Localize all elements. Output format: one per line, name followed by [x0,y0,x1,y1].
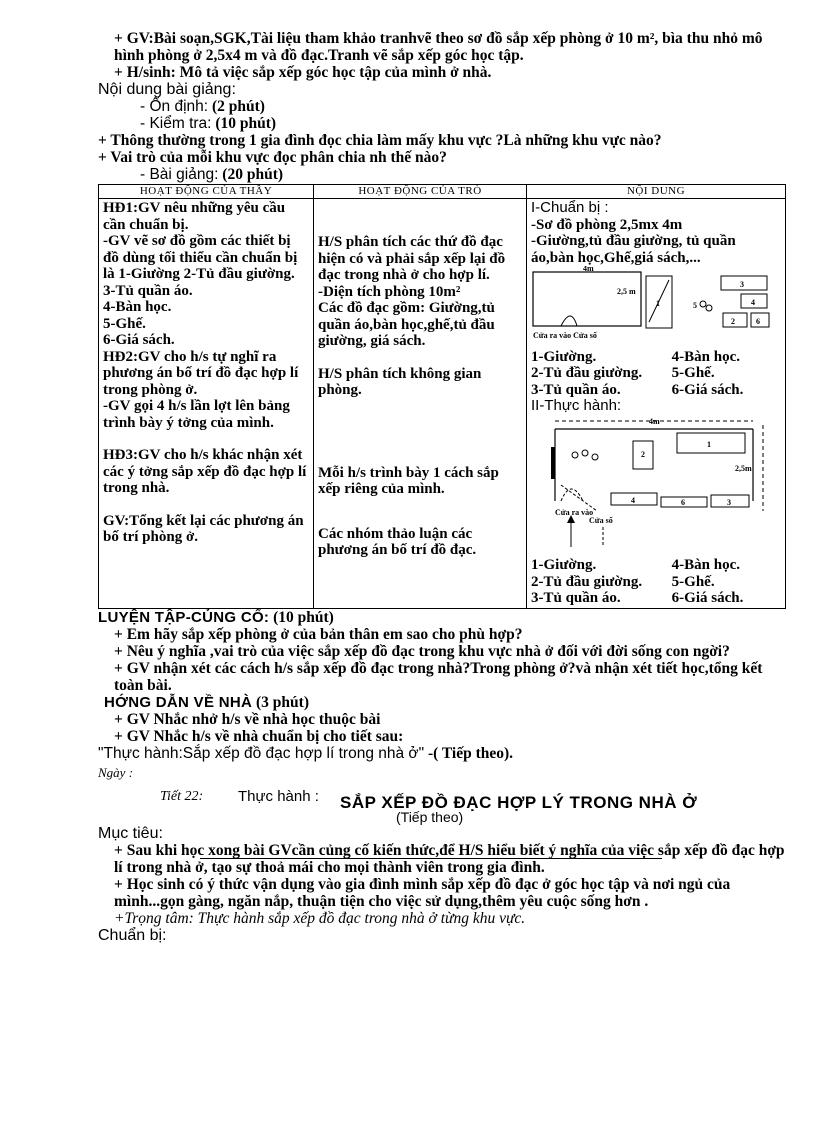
review-line-3: + GV nhận xét các cách h/s sắp xếp đồ đạc trong nhà?Trong phòng ở?và nhận xét tiết học,tổng kết toàn bài. [114,659,763,694]
header-teacher: HOẠT ĐỘNG CỦA THẦY [99,185,314,199]
practice-word: Thực hành : [238,787,319,805]
prep-student: + H/sinh: Mô tả việc sắp xếp góc học tập của mình ở nhà. [114,64,492,81]
goals-heading: Mục tiêu: [98,824,163,842]
diagram2-height-label: 2,5m [735,463,752,473]
content-column: I-Chuẩn bị : -Sơ đồ phòng 2,5mx 4m -Giường,tủ đầu giường, tủ quần áo,bàn học,Ghế,giá sách,... 4m 2,5 m 1 5 3 4 2 6 Cửa ra vào Cửa số 1-Giường. 4-Bàn học. 2-Tủ đầu giường. 5-Ghế. 3-Tủ quần áo. 6-Giá sách. II-Thực hành: 4m 2,5m 1 2 4 6 3 Cửa ra vào Cửa số 1-Giường. 4-Bàn học. 2-Tủ đầu giường. 5-Ghế. 3-Tủ quần áo. 6-Giá sách. [527,199,786,609]
svg-text:1: 1 [707,439,711,449]
lesson-heading: Nội dung bài giảng: [98,81,236,98]
period-label: Tiết 22: [160,788,204,804]
room-diagram-1 [531,266,771,344]
header-student: HOẠT ĐỘNG CỦA TRÒ [314,185,527,199]
svg-text:3: 3 [727,497,731,507]
diagram2-window-label: Cửa số [589,515,613,525]
svg-text:2: 2 [641,449,645,459]
svg-text:1: 1 [656,299,660,308]
svg-text:5: 5 [693,301,697,310]
next-lesson-title-block [98,785,788,825]
svg-text:3: 3 [740,280,744,289]
check-line: - Kiểm tra: (10 phút) [140,115,277,132]
homework-heading-line: HỚNG DẪN VỀ NHÀ (3 phút) [104,693,309,711]
svg-text:4: 4 [631,495,635,505]
divider-line [200,858,662,859]
homework-line-1: + GV Nhắc nhở h/s về nhà học thuộc bài [114,710,381,728]
room-diagram-2 [531,415,771,553]
diagram2-width-label: 4m [649,416,660,426]
date-label: Ngày : [98,764,134,780]
goal-2: + Học sinh có ý thức vận dụng vào gia đình mình sắp xếp đồ đạc ở góc học tập và nơi ngủ của mình...gọn gàng, ngăn nắp, thuận tiện cho việc sử dụng,thêm yêu cuộc sống hơn . [114,875,731,910]
lesson-table [98,184,786,609]
prep-teacher: + GV:Bài soạn,SGK,Tài liệu tham khảo tranhvẽ theo sơ đồ sắp xếp phòng ở 10 m², bìa thu nhỏ mô hình phòng ở 2,5x4 m và đồ đạc.Tranh vẽ sắp xếp góc học tập. [114,30,763,64]
homework-line-3: "Thực hành:Sắp xếp đồ đạc hợp lí trong nhà ở" -( Tiếp theo). [98,744,514,762]
prep-heading: Chuẩn bị: [98,926,167,944]
svg-text:2: 2 [731,317,735,326]
diagram1-height-label: 2,5 m [617,287,636,296]
svg-text:4: 4 [751,298,755,307]
diagram1-width-label: 4m [583,266,594,273]
teach-line: - Bài giảng: (20 phút) [140,166,284,183]
next-lesson-title: SẮP XẾP ĐỒ ĐẠC HỢP LÝ TRONG NHÀ Ở [340,792,698,812]
review-heading-line: LUYỆN TẬP-CỦNG CỐ: (10 phút) [98,608,334,626]
svg-text:6: 6 [756,317,760,326]
legend-2: 1-Giường. 4-Bàn học. 2-Tủ đầu giường. 5-Ghế. 3-Tủ quần áo. 6-Giá sách. [531,557,744,606]
diagram2-door-label: Cửa ra vào [555,507,594,517]
svg-text:6: 6 [681,497,685,507]
legend-1: 1-Giường. 4-Bàn học. 2-Tủ đầu giường. 5-Ghế. 3-Tủ quần áo. 6-Giá sách. [531,348,744,398]
stabilize-line: - Ổn định: (2 phút) [140,98,265,115]
focus-line: +Trọng tâm: Thực hành sắp xếp đồ đạc trong nhà ở từng khu vực. [114,909,526,927]
document-page [98,30,788,944]
review-line-2: + Nêu ý nghĩa ,vai trò của việc sắp xếp đồ đạc trong khu vực nhà ở đối với đời sống con ngời? [114,642,730,660]
teacher-column: HĐ1:GV nêu những yêu cầu cần chuẩn bị. -GV vẽ sơ đồ gồm các thiết bị đồ dùng tối thiểu cần chuẩn bị là 1-Giường 2-Tủ đầu giường. 3-Tủ quần áo. 4-Bàn học. 5-Ghế. 6-Giá sách. HĐ2:GV cho h/s tự nghĩ ra phương án bố trí đồ đạc hợp lí trong phòng ở. -GV gọi 4 h/s lần lợt lên bảng trình bày ý tởng của mình. HĐ3:GV cho h/s khác nhận xét các ý tởng sắp xếp đồ đạc hợp lí trong nhà. GV:Tổng kết lại các phương án bố trí phòng ở. [99,199,314,609]
homework-heading: HỚNG DẪN VỀ NHÀ [104,693,253,711]
review-line-1: + Em hãy sắp xếp phòng ở của bản thân em sao cho phù hợp? [114,625,523,643]
question-1: + Thông thường trong 1 gia đình đọc chia làm mấy khu vực ?Là những khu vực nào? [98,132,662,149]
student-column: H/S phân tích các thứ đồ đạc hiện có và phải sắp xếp lại đồ đạc trong nhà ở cho hợp lí. -Diện tích phòng 10m² Các đồ đạc gồm: Giường,tủ quần áo,bàn học,ghế,tủ đầu giường, giá sách. H/S phân tích không gian phòng. Mỗi h/s trình bày 1 cách sắp xếp riêng của mình. Các nhóm thảo luận các phương án bố trí đồ đạc. [314,199,527,609]
review-heading: LUYỆN TẬP-CỦNG CỐ: [98,608,270,626]
next-lesson-subtitle: (Tiếp theo) [396,808,464,825]
header-content: NỘI DUNG [527,185,786,199]
diagram1-door-label: Cửa ra vào Cửa số [533,331,597,340]
question-2: + Vai trò của mỗi khu vực đọc phân chia nh thế nào? [98,149,447,166]
homework-line-2: + GV Nhắc h/s về nhà chuẩn bị cho tiết sau: [114,727,404,745]
goal-1: + Sau khi học xong bài GVcần củng cố kiến thức,để H/S hiểu biết ý nghĩa của việc sắp xếp đồ đạc hợp lí trong nhà ở, tạo sự thoả mái cho mọi thành viên trong gia đình. [114,841,785,876]
